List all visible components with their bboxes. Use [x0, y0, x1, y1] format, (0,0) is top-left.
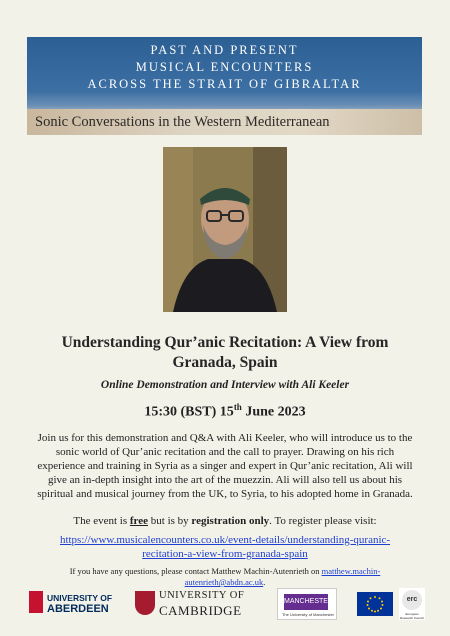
sponsor-logos [27, 588, 425, 620]
event-description: Join us for this demonstration and Q&A with Ali Keeler, who will introduce us to the sonic world of Qur’anic recitation and the call to prayer. Drawing on his rich experience and training in Syria as a singer and expert in Qur’anic recitation, Ali will give an in-depth insight into the art of the muezzin. Ali will also tell us about his spiritual and musical journey from the UK, to Syria, to his adopted home in Granada. [37, 432, 413, 500]
banner-title [27, 37, 422, 105]
event-subtitle: Online Demonstration and Interview with Ali Keeler [100, 379, 350, 391]
registration-link[interactable] [30, 533, 420, 561]
event-date: June 2023 [241, 404, 306, 420]
aberdeen-text-bottom: ABERDEEN [47, 603, 109, 615]
cambridge-shield-icon [135, 591, 155, 615]
registration-text-pre: The event is [73, 515, 130, 527]
contact-text: If you have any questions, please contact Matthew Machin-Autenrieth on [69, 566, 322, 576]
header-banner [27, 37, 422, 135]
manchester-logo [277, 588, 337, 620]
contact-period: . [263, 577, 266, 587]
registration-text-mid: but is by [148, 515, 192, 527]
registration-note [0, 515, 450, 527]
aberdeen-text-top: UNIVERSITY OF [47, 593, 113, 603]
event-title-line-1: Understanding Qur’anic Recitation: A View from [61, 334, 389, 351]
cambridge-logo [135, 588, 263, 620]
cambridge-text-top: UNIVERSITY OF [159, 590, 245, 601]
manchester-subtext: The University of Manchester [281, 612, 335, 617]
contact-email-part-2[interactable]: autenrieth@abdn.ac.uk [184, 577, 264, 587]
registration-text-post: . To register please visit: [269, 515, 377, 527]
contact-email-part-1[interactable]: matthew.machin- [321, 566, 381, 576]
contact-info [25, 566, 425, 588]
free-label: free [129, 515, 149, 527]
banner-line-1: PAST AND PRESENT [150, 43, 299, 57]
erc-subtext: European Research Council [400, 612, 424, 620]
event-time: 15:30 (BST) 15 [144, 404, 234, 420]
banner-line-2: MUSICAL ENCOUNTERS [135, 60, 314, 74]
registration-only-label: registration only [191, 515, 270, 527]
banner-subtitle: Sonic Conversations in the Western Mediterranean [27, 109, 422, 135]
cambridge-text-bottom: CAMBRIDGE [159, 603, 242, 618]
aberdeen-crest-icon [29, 591, 43, 613]
speaker-photo [163, 147, 287, 312]
banner-line-3: ACROSS THE STRAIT OF GIBRALTAR [87, 77, 362, 91]
eu-flag-icon [357, 592, 393, 616]
event-title [0, 333, 450, 373]
registration-link-line-1[interactable]: https://www.musicalencounters.co.uk/event-details/understanding-quranic- [59, 534, 391, 546]
date-ordinal: th [233, 402, 242, 412]
manchester-wordmark: MANCHESTER [284, 594, 328, 610]
event-title-line-2: Granada, Spain [172, 354, 278, 371]
event-datetime [0, 402, 450, 421]
erc-mark: erc [402, 590, 422, 610]
aberdeen-logo [29, 588, 129, 620]
registration-link-line-2[interactable]: recitation-a-view-from-granada-spain [142, 548, 308, 560]
erc-logo [399, 588, 425, 620]
